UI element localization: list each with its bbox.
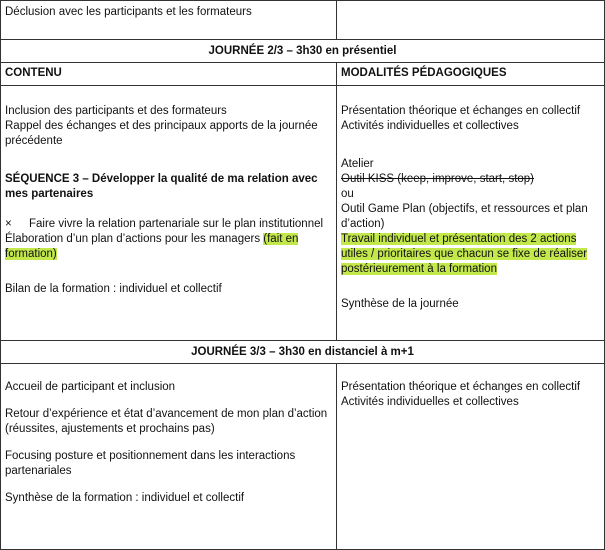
day2-modalites-cell <box>337 86 605 341</box>
day3-banner: JOURNÉE 3/3 – 3h30 en distanciel à m+1 <box>1 341 605 364</box>
day3-modalite-activites: Activités individuelles et collectives <box>341 396 519 408</box>
day3-modalites-cell <box>337 364 605 550</box>
outil-kiss-text: Outil KISS (keep, improve, start, stop) <box>341 173 535 185</box>
synthese-formation-text: Synthèse de la formation : individuel et collectif <box>5 492 245 504</box>
closing-row <box>1 1 605 40</box>
elaboration-text <box>5 232 332 262</box>
day3-content-row <box>1 364 605 550</box>
modalite-activites: Activités individuelles et collectives <box>341 120 519 132</box>
sequence-title: SÉQUENCE 3 – Développer la qualité de ma relation avec mes partenaires <box>5 173 318 200</box>
closing-text: Déclusion avec les participants et les formateurs <box>5 6 252 18</box>
synthese-journee-text: Synthèse de la journée <box>341 298 459 310</box>
highlight-fait-en-formation: (fait en formation) <box>5 233 299 260</box>
accueil-text: Accueil de participant et inclusion <box>5 381 176 393</box>
day2-content-cell <box>1 86 337 341</box>
travail-text <box>341 232 600 277</box>
bullet-item <box>5 217 332 232</box>
closing-cell <box>1 1 337 40</box>
elaboration-label: Élaboration d’un plan d’actions pour les managers <box>5 233 261 245</box>
closing-cell-empty <box>337 1 605 40</box>
day2-content-row <box>1 86 605 341</box>
ou-text: ou <box>341 188 354 200</box>
rappel-text: Rappel des échanges et des principaux apports de la journée précédente <box>5 120 318 147</box>
highlight-travail: Travail individuel et présentation des 2 actions utiles / prioritaires que chacun se fixe de réaliser postérieurement à la formation <box>341 233 588 275</box>
retour-text: Retour d’expérience et état d’avancement de mon plan d’action (réussites, ajustements et prochains pas) <box>5 408 328 435</box>
modalite-presentation: Présentation théorique et échanges en collectif <box>341 105 581 117</box>
col-header-modalites: MODALITÉS PÉDAGOGIQUES <box>337 63 605 86</box>
day3-content-cell <box>1 364 337 550</box>
inclusion-text: Inclusion des participants et des formateurs <box>5 105 227 117</box>
day2-banner-row <box>1 40 605 63</box>
col-header-contenu: CONTENU <box>1 63 337 86</box>
focusing-text: Focusing posture et positionnement dans les interactions partenariales <box>5 450 296 477</box>
day3-modalite-presentation: Présentation théorique et échanges en collectif <box>341 381 581 393</box>
day3-banner-row <box>1 341 605 364</box>
column-header-row <box>1 63 605 86</box>
bilan-text: Bilan de la formation : individuel et collectif <box>5 283 222 295</box>
atelier-label: Atelier <box>341 158 374 170</box>
cross-icon: × <box>5 218 12 230</box>
game-plan-text: Outil Game Plan (objectifs, et ressources et plan d’action) <box>341 203 588 230</box>
bullet-text: Faire vivre la relation partenariale sur le plan institutionnel <box>29 218 324 230</box>
day2-banner: JOURNÉE 2/3 – 3h30 en présentiel <box>1 40 605 63</box>
